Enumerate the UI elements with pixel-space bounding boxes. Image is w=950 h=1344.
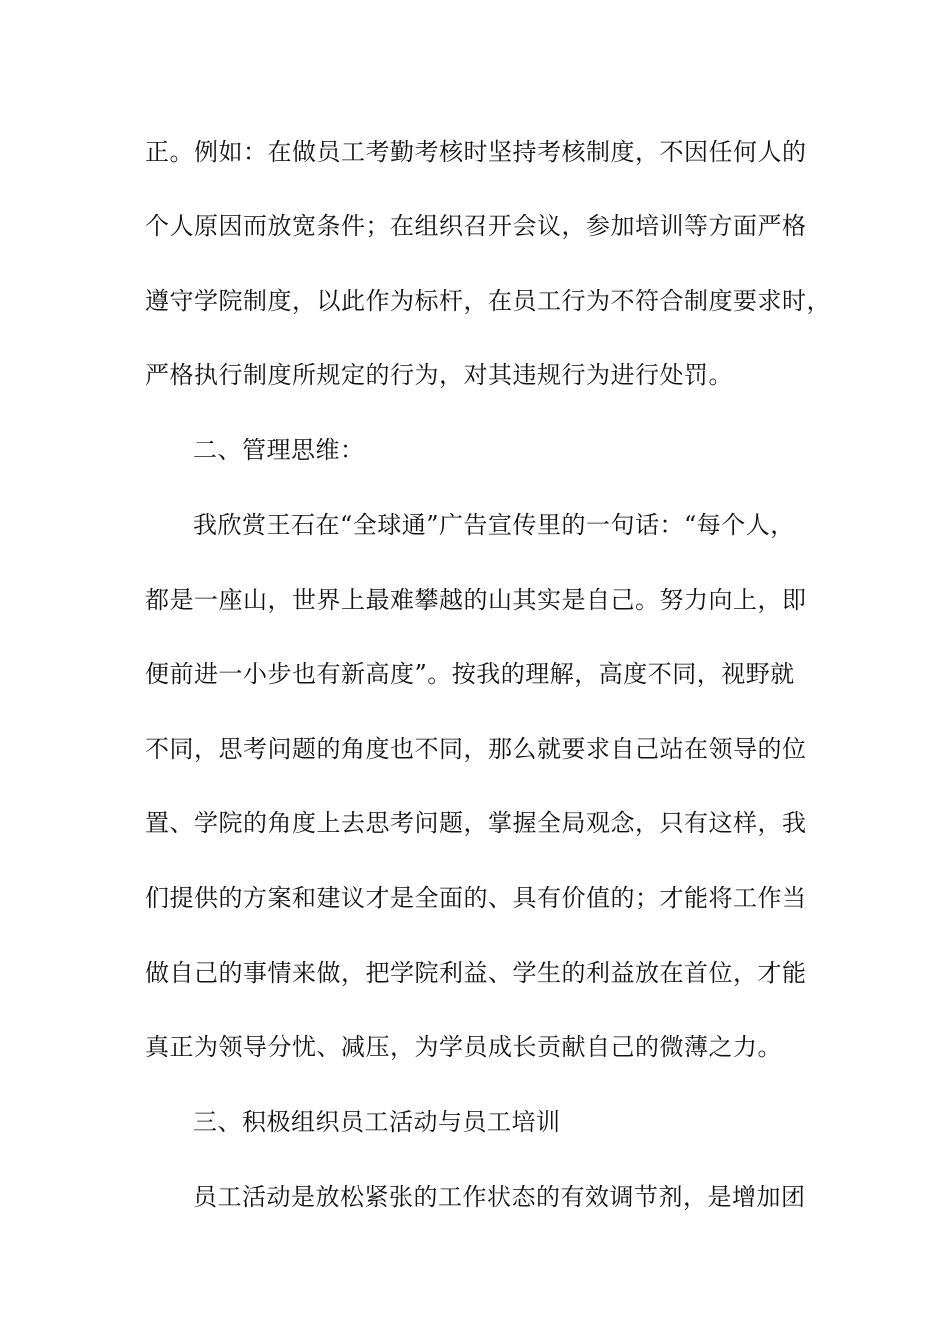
paragraph-line: 做自己的事情来做，把学院利益、学生的利益放在首位，才能 bbox=[145, 959, 807, 987]
section-heading: 二、管理思维： bbox=[193, 436, 365, 464]
paragraph-line: 遵守学院制度，以此作为标杆，在员工行为不符合制度要求时， bbox=[145, 287, 831, 315]
paragraph-line: 们提供的方案和建议才是全面的、具有价值的；才能将工作当 bbox=[145, 884, 807, 912]
paragraph-line: 不同，思考问题的角度也不同，那么就要求自己站在领导的位 bbox=[145, 735, 807, 763]
paragraph-line: 我欣赏王石在“全球通”广告宣传里的一句话：“每个人， bbox=[193, 511, 795, 539]
paragraph-line: 员工活动是放松紧张的工作状态的有效调节剂，是增加团 bbox=[193, 1183, 806, 1211]
paragraph-line: 便前进一小步也有新高度”。按我的理解，高度不同，视野就 bbox=[145, 660, 795, 688]
paragraph-line: 个人原因而放宽条件；在组织召开会议，参加培训等方面严格 bbox=[145, 212, 807, 240]
section-heading: 三、积极组织员工活动与员工培训 bbox=[193, 1108, 561, 1136]
paragraph-line: 都是一座山，世界上最难攀越的山其实是自己。努力向上，即 bbox=[145, 586, 807, 614]
paragraph-line: 严格执行制度所规定的行为，对其违规行为进行处罚。 bbox=[145, 361, 733, 389]
paragraph-line: 正。例如：在做员工考勤考核时坚持考核制度，不因任何人的 bbox=[145, 138, 807, 166]
paragraph-line: 置、学院的角度上去思考问题，掌握全局观念，只有这样，我 bbox=[145, 809, 807, 837]
paragraph-line: 真正为领导分忧、减压，为学员成长贡献自己的微薄之力。 bbox=[145, 1033, 782, 1061]
